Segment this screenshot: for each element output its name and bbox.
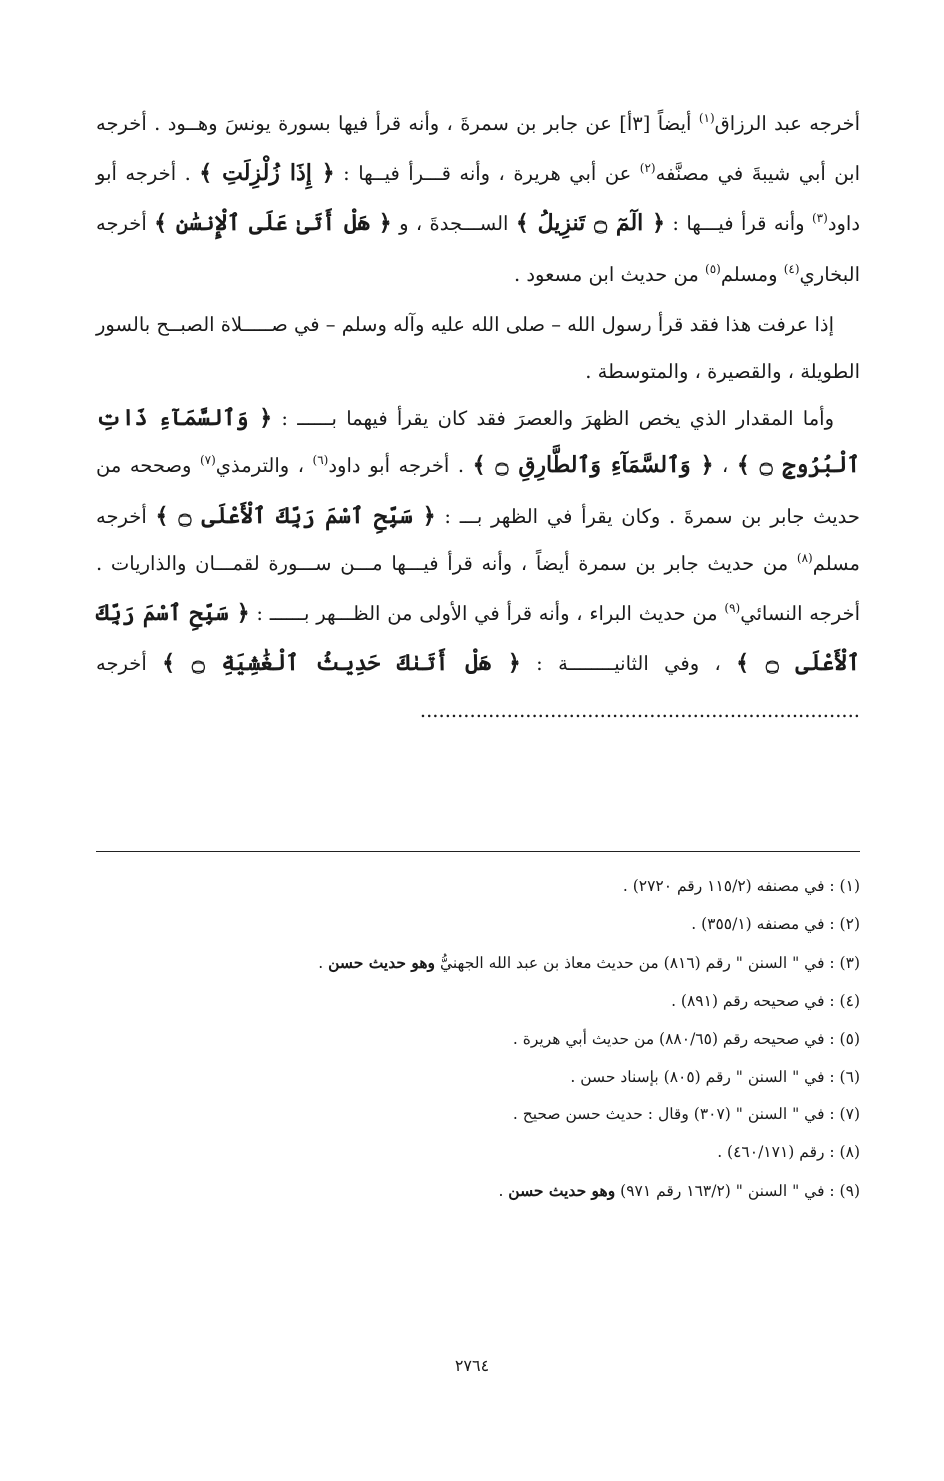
text-run: . أخرجه أبو داود <box>328 454 473 478</box>
footnote-text: . <box>498 1182 509 1201</box>
quran-verse: ﴿ سَبِّحِ ٱسْمَ رَبِّكَ ٱلْأَعْلَى ۝ ﴾ <box>96 600 860 677</box>
footnote-ref: (٦) <box>312 453 329 468</box>
footnote-text: (٧) : في " السنن " (٣٠٧) وقال : حديث حسن صحيح . <box>512 1105 860 1124</box>
text-run: من حديث ابن مسعود . <box>513 262 705 286</box>
text-run: أخرجه البخاري <box>96 212 860 286</box>
text-run: أخرجه عبد الرزاق <box>714 112 860 135</box>
footnote-ref: (٤) <box>783 261 800 276</box>
text-run: أيضاً [٣أ] عن جابر بن سمرةَ ، وأنه قرأ فيها بسورة يونسَ وهــود . أخرجه ابن أبي شيبةَ في مصنَّفه <box>96 112 860 186</box>
page-number: ٢٧٦٤ <box>454 1356 490 1375</box>
footnote-item <box>96 944 860 983</box>
footnote-item <box>96 1172 860 1211</box>
footnote-text: (٨) : رقم (٤٦٠/١٧١) . <box>717 1143 860 1162</box>
footnote-ref: (٣) <box>811 211 828 226</box>
footnote-text: (٩) : في " السنن " (١٦٣/٢ رقم ٩٧١) <box>615 1182 860 1201</box>
quran-verse: ﴿ هَلْ أَتَىٰ عَلَى ٱلْإِنسَٰنِ ﴾ <box>154 210 392 237</box>
text-run: من حديث البراء ، وأنه قرأ في الأولى من الظـــهر بــــــ : <box>249 602 725 626</box>
text-run: الســـجدةَ ، و <box>391 212 516 236</box>
footnote-text: (٣) : في " السنن " رقم (٨١٦) من حديث معاذ بن عبد الله الجهنيُّ <box>435 953 860 972</box>
quran-verse: ﴿ الٓمٓ ۝ تَنزِيلُ ﴾ <box>515 210 666 237</box>
footnote-text: (٢) : في مصنفه (٣٥٥/١) . <box>691 914 860 933</box>
quran-verse: ﴿ إِذَا زُلْزِلَتِ ﴾ <box>199 160 335 187</box>
quran-verse: ﴿ وَٱلسَّمَآءِ ذَاتِ ٱلْبُرُوجِ ۝ ﴾ <box>96 405 860 479</box>
footnote-text: (٥) : في صحيحه رقم (٨٨٠/٦٥) من حديث أبي هريرة . <box>512 1029 860 1048</box>
text-run: وأنه قرأ فيـــها : <box>665 212 812 236</box>
text-run: أخرجه مسلم <box>96 504 860 575</box>
text-run: إذا عرفت هذا فقد قرأ رسول الله – صلى الله عليه وآله وسلم – في صـــــلاة الصبــح بالسور الطويلة ، والقصيرة ، والمتوسطة . <box>96 312 860 384</box>
paragraph <box>96 395 860 734</box>
footnote-item <box>96 1096 860 1134</box>
footnote-ref: (٢) <box>639 161 656 176</box>
text-run: وصححه من حديث جابر بن سمرةَ . وكان يقرأ في الظهر بـــ : <box>96 454 860 528</box>
footnote-ref: (٨) <box>796 550 813 565</box>
footnote-ref: (١) <box>698 111 715 125</box>
footnote-ref: (٩) <box>724 601 741 616</box>
footnote-ref: (٥) <box>705 261 721 276</box>
footnote-item <box>96 868 860 906</box>
footnote-item <box>96 983 860 1021</box>
text-run: ، والترمذي <box>215 454 313 478</box>
text-run: ومسلم <box>720 262 784 286</box>
paragraph <box>96 100 860 301</box>
footnotes-list <box>96 868 860 1211</box>
text-run: . أخرجه أبو داود <box>96 162 861 236</box>
quran-verse: ﴿ هَلْ أَتَىٰكَ حَدِيثُ ٱلْغَٰشِيَةِ ۝ ﴾ <box>162 650 521 677</box>
footnote-text: . <box>318 953 329 972</box>
text-run: ، وفي الثانيــــــــة : <box>520 652 737 676</box>
quran-verse: ﴿ سَبِّحِ ٱسْمَ رَبِّكَ ٱلْأَعْلَى ۝ ﴾ <box>155 502 436 529</box>
paragraph <box>96 301 860 395</box>
footnote-item <box>96 1134 860 1172</box>
footnote-item <box>96 1059 860 1097</box>
grading-text: وهو حديث حسن <box>508 1181 616 1201</box>
text-run: أخرجه ....................................................................... <box>96 652 860 723</box>
text-run: ، <box>713 454 737 478</box>
main-text <box>96 100 860 735</box>
quran-verse: ﴿ وَٱلسَّمَآءِ وَٱلطَّارِقِ ۝ ﴾ <box>472 452 714 479</box>
footnote-separator <box>96 851 860 852</box>
footnote-text: (٤) : في صحيحه رقم (٨٩١) . <box>671 991 860 1010</box>
footnote-item <box>96 906 860 944</box>
text-run: من حديث جابر بن سمرة أيضاً ، وأنه قرأ فيـــها مـــن ســـورة لقمـــان والذاريات . أخرجه النسائي <box>96 551 861 626</box>
footnote-item <box>96 1021 860 1059</box>
grading-text: وهو حديث حسن <box>328 952 436 972</box>
text-run: وأما المقدار الذي يخص الظهرَ والعصرَ فقد كان يقرأ فيهما بــــــ : <box>272 407 834 431</box>
footnote-text: (٦) : في " السنن " رقم (٨٠٥) بإسناد حسن . <box>570 1067 860 1086</box>
text-run: عن أبي هريرة ، وأنه قـــرأ فيــها : <box>334 162 640 186</box>
footnote-ref: (٧) <box>199 453 216 468</box>
footnote-text: (١) : في مصنفه (١١٥/٢ رقم ٢٧٢٠) . <box>622 877 860 895</box>
